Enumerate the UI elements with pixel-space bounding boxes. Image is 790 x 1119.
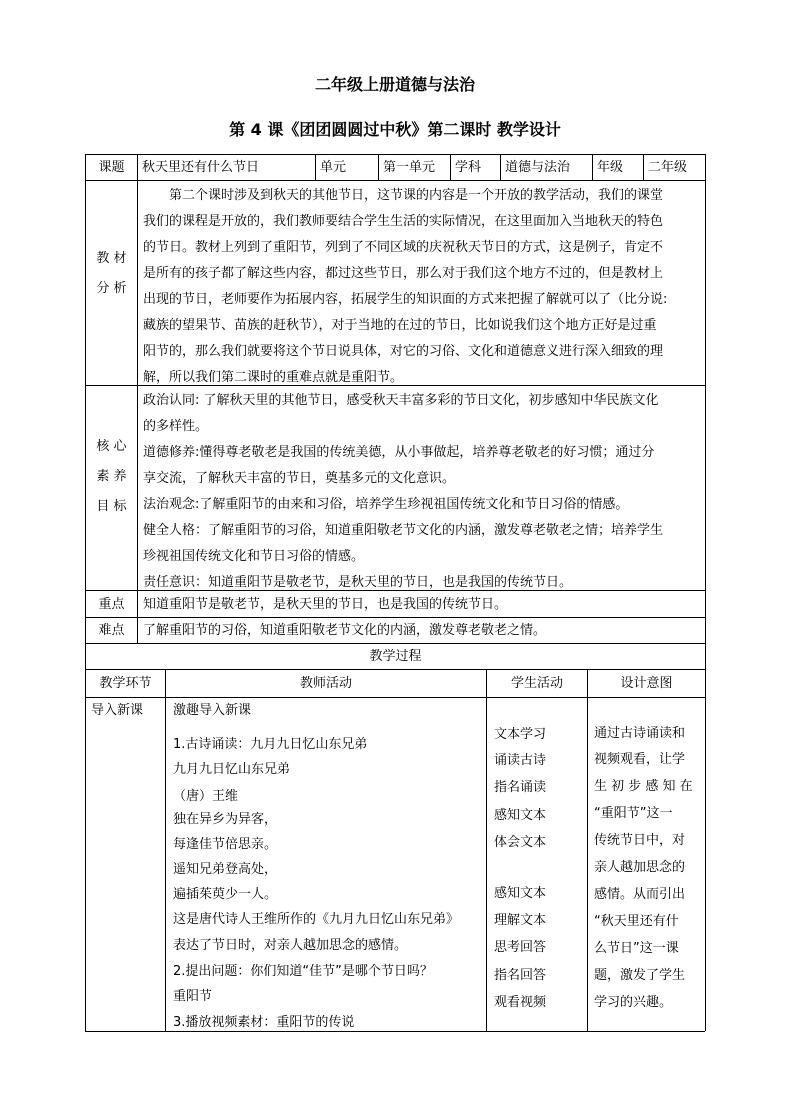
header-intent: 设计意图 (620, 676, 673, 691)
core-goals-text: 政治认同: 了解秋天里的其他节日，感受秋天丰富多彩的节日文化，初步感知中华民族文化 的多样性。 道德修养:懂得尊老敬老是我国的传统美德，从小事做起，培养尊老敬老的好习惯；通过分 享交流，了解秋天丰富的节日，奠基多元的文化意识。 法治观念:了解重阳节的由来和习俗，培养学生珍视祖国传统文化和节日习俗的情感。 健全人格：了解重阳节的习俗，知道重阳敬老节文化的内涵，激发尊老敬老之情；培养学生 珍视祖国传统文化和节日习俗的情感。 责任意识：知道重阳节是敬老节，是秋天里的节日，也是我国的传统节日。 (143, 393, 664, 590)
grade-label: 年级 (597, 160, 624, 175)
header-student: 学生活动 (510, 676, 563, 691)
process-title: 教学过程 (369, 649, 422, 664)
unit-value: 第一单元 (383, 160, 436, 175)
stage-cell: 导入新课 (91, 703, 144, 718)
grade-value: 二年级 (648, 160, 688, 175)
key-point-label: 重点 (98, 597, 125, 612)
difficult-point-label: 难点 (98, 623, 125, 638)
topic-value: 秋天里还有什么节日 (142, 160, 260, 175)
header-teacher: 教师活动 (299, 676, 352, 691)
analysis-text: 第二个课时涉及到秋天的其他节日，这节课的内容是一个开放的教学活动，我们的课堂 我们的课程是开放的，我们教师要结合学生生活的实际情况，在这里面加入当地秋天的特色 的节日。教材上列到了重阳节，列到了不同区域的庆祝秋天节日的方式，这是例子，肯定不 是所有的孩子都了解这些内容，都过这些节日，那么对于我们这个地方不过的，但是教材上 出现的节日，老师要作为拓展内容，拓展学生的知识面的方式来把握了解就可以了（比分说: 藏族的望果节、苗族的赶秋节），对于当地的在过的节日，比如说我们这个地方正好是过重 阳节的，那么我们就要将这个节日说具体，对它的习俗、文化和道德意义进行深入细致的理 解，所以我们第二课时的重难点就是重阳节。 (143, 188, 668, 385)
document-title: 二年级上册道德与法治 (314, 75, 475, 94)
difficult-point-text: 了解重阳节的习俗，知道重阳敬老节文化的内涵，激发尊老敬老之情。 (143, 623, 547, 638)
lesson-subtitle: 第 4 课《团团圆圆过中秋》第二课时 教学设计 (229, 120, 561, 139)
header-stage: 教学环节 (99, 676, 152, 691)
subject-value: 道德与法治 (505, 160, 571, 175)
analysis-label: 教 材 分 析 (96, 251, 127, 296)
topic-label: 课题 (98, 160, 125, 175)
subject-label: 学科 (455, 160, 482, 175)
core-goals-label: 核 心 素 养 目 标 (96, 439, 127, 514)
unit-label: 单元 (320, 160, 347, 175)
key-point-text: 知道重阳节是敬老节，是秋天里的节日，也是我国的传统节日。 (143, 597, 508, 612)
